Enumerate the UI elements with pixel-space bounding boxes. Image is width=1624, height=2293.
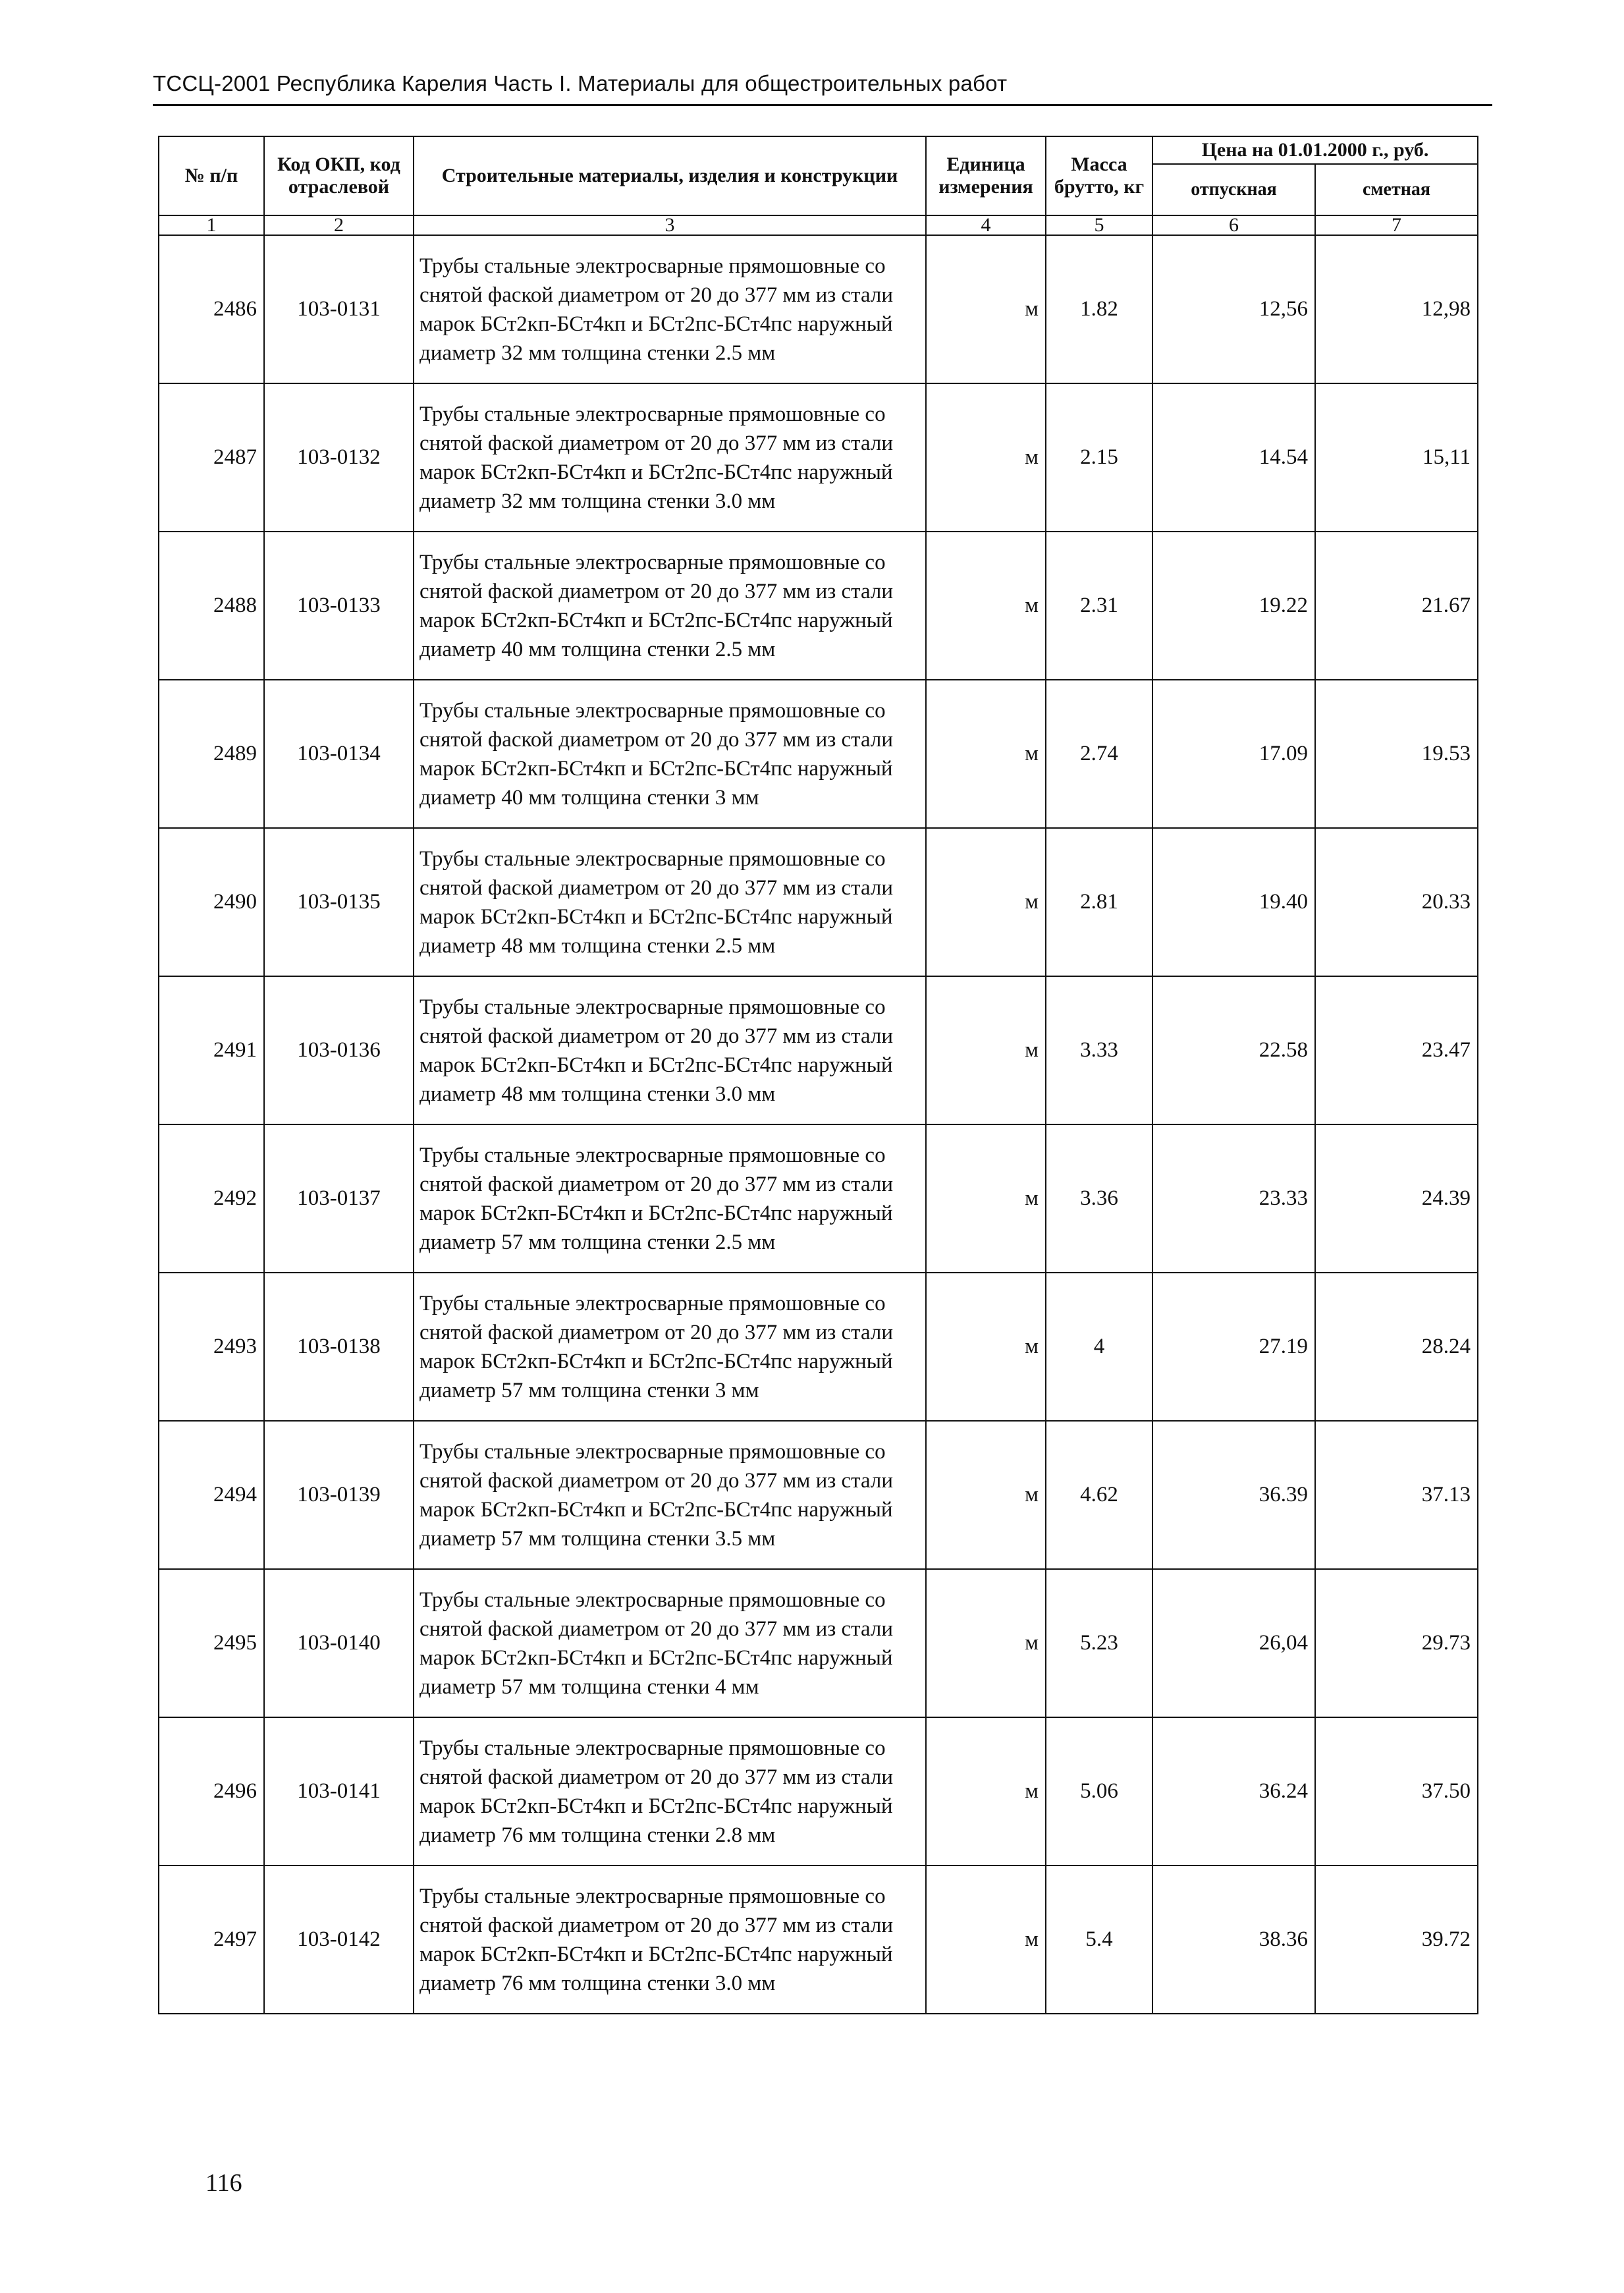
- price-release: 26,04: [1152, 1569, 1315, 1717]
- okp-code: 103-0141: [264, 1717, 414, 1865]
- row-number: 2496: [159, 1717, 264, 1865]
- material-description: Трубы стальные электросварные прямошовные со снятой фаской диаметром от 20 до 377 мм из стали марок БСт2кп-БСт4кп и БСт2пс-БСт4пс наружный диаметр 57 мм толщина стенки 2.5 мм: [414, 1124, 926, 1273]
- materials-price-table: [158, 136, 1478, 2014]
- price-estimate: 29.73: [1315, 1569, 1478, 1717]
- unit-of-measure: м: [926, 680, 1046, 828]
- table-row: [159, 1717, 1478, 1865]
- okp-code: 103-0136: [264, 976, 414, 1124]
- price-estimate: 24.39: [1315, 1124, 1478, 1273]
- row-number: 2495: [159, 1569, 264, 1717]
- okp-code: 103-0135: [264, 828, 414, 976]
- table-row: [159, 532, 1478, 680]
- column-number: 3: [414, 215, 926, 235]
- price-release: 36.24: [1152, 1717, 1315, 1865]
- column-number: 2: [264, 215, 414, 235]
- price-release: 12,56: [1152, 235, 1315, 383]
- material-description: Трубы стальные электросварные прямошовные со снятой фаской диаметром от 20 до 377 мм из стали марок БСт2кп-БСт4кп и БСт2пс-БСт4пс наружный диаметр 32 мм толщина стенки 3.0 мм: [414, 383, 926, 532]
- row-number: 2497: [159, 1865, 264, 2014]
- price-estimate: 21.67: [1315, 532, 1478, 680]
- row-number: 2489: [159, 680, 264, 828]
- unit-of-measure: м: [926, 976, 1046, 1124]
- material-description: Трубы стальные электросварные прямошовные со снятой фаской диаметром от 20 до 377 мм из стали марок БСт2кп-БСт4кп и БСт2пс-БСт4пс наружный диаметр 48 мм толщина стенки 2.5 мм: [414, 828, 926, 976]
- gross-mass: 2.74: [1046, 680, 1152, 828]
- unit-of-measure: м: [926, 1124, 1046, 1273]
- gross-mass: 2.15: [1046, 383, 1152, 532]
- price-estimate: 12,98: [1315, 235, 1478, 383]
- column-number: 7: [1315, 215, 1478, 235]
- unit-of-measure: м: [926, 1273, 1046, 1421]
- table-row: [159, 1124, 1478, 1273]
- column-number: 1: [159, 215, 264, 235]
- gross-mass: 3.33: [1046, 976, 1152, 1124]
- okp-code: 103-0134: [264, 680, 414, 828]
- header-price-release: отпускная: [1152, 164, 1315, 215]
- price-release: 19.22: [1152, 532, 1315, 680]
- column-number: 5: [1046, 215, 1152, 235]
- price-release: 14.54: [1152, 383, 1315, 532]
- price-release: 19.40: [1152, 828, 1315, 976]
- running-header: ТССЦ-2001 Республика Карелия Часть I. Материалы для общестроительных работ: [153, 71, 1008, 96]
- header-mass: Масса брутто, кг: [1046, 136, 1152, 215]
- material-description: Трубы стальные электросварные прямошовные со снятой фаской диаметром от 20 до 377 мм из стали марок БСт2кп-БСт4кп и БСт2пс-БСт4пс наружный диаметр 40 мм толщина стенки 2.5 мм: [414, 532, 926, 680]
- okp-code: 103-0139: [264, 1421, 414, 1569]
- okp-code: 103-0131: [264, 235, 414, 383]
- header-price-estimate: сметная: [1315, 164, 1478, 215]
- header-unit: Единица измерения: [926, 136, 1046, 215]
- table-row: [159, 383, 1478, 532]
- okp-code: 103-0138: [264, 1273, 414, 1421]
- price-release: 38.36: [1152, 1865, 1315, 2014]
- column-number-row: [159, 215, 1478, 235]
- table-row: [159, 976, 1478, 1124]
- material-description: Трубы стальные электросварные прямошовные со снятой фаской диаметром от 20 до 377 мм из стали марок БСт2кп-БСт4кп и БСт2пс-БСт4пс наружный диаметр 57 мм толщина стенки 3.5 мм: [414, 1421, 926, 1569]
- table-row: [159, 680, 1478, 828]
- row-number: 2488: [159, 532, 264, 680]
- header-num: № п/п: [159, 136, 264, 215]
- gross-mass: 2.81: [1046, 828, 1152, 976]
- material-description: Трубы стальные электросварные прямошовные со снятой фаской диаметром от 20 до 377 мм из стали марок БСт2кп-БСт4кп и БСт2пс-БСт4пс наружный диаметр 57 мм толщина стенки 3 мм: [414, 1273, 926, 1421]
- gross-mass: 1.82: [1046, 235, 1152, 383]
- price-estimate: 28.24: [1315, 1273, 1478, 1421]
- price-estimate: 39.72: [1315, 1865, 1478, 2014]
- price-estimate: 15,11: [1315, 383, 1478, 532]
- gross-mass: 5.4: [1046, 1865, 1152, 2014]
- header-rule: [153, 104, 1492, 106]
- row-number: 2490: [159, 828, 264, 976]
- table-row: [159, 828, 1478, 976]
- unit-of-measure: м: [926, 532, 1046, 680]
- unit-of-measure: м: [926, 1569, 1046, 1717]
- material-description: Трубы стальные электросварные прямошовные со снятой фаской диаметром от 20 до 377 мм из стали марок БСт2кп-БСт4кп и БСт2пс-БСт4пс наружный диаметр 32 мм толщина стенки 2.5 мм: [414, 235, 926, 383]
- price-estimate: 20.33: [1315, 828, 1478, 976]
- gross-mass: 4: [1046, 1273, 1152, 1421]
- gross-mass: 3.36: [1046, 1124, 1152, 1273]
- header-name: Строительные материалы, изделия и конструкции: [414, 136, 926, 215]
- price-estimate: 23.47: [1315, 976, 1478, 1124]
- page-number: 116: [205, 2169, 242, 2197]
- gross-mass: 2.31: [1046, 532, 1152, 680]
- row-number: 2492: [159, 1124, 264, 1273]
- okp-code: 103-0137: [264, 1124, 414, 1273]
- row-number: 2493: [159, 1273, 264, 1421]
- price-release: 17.09: [1152, 680, 1315, 828]
- okp-code: 103-0142: [264, 1865, 414, 2014]
- gross-mass: 4.62: [1046, 1421, 1152, 1569]
- table-row: [159, 1569, 1478, 1717]
- okp-code: 103-0133: [264, 532, 414, 680]
- table-row: [159, 1421, 1478, 1569]
- table-row: [159, 1865, 1478, 2014]
- okp-code: 103-0132: [264, 383, 414, 532]
- price-estimate: 37.50: [1315, 1717, 1478, 1865]
- row-number: 2486: [159, 235, 264, 383]
- okp-code: 103-0140: [264, 1569, 414, 1717]
- unit-of-measure: м: [926, 1421, 1046, 1569]
- price-estimate: 19.53: [1315, 680, 1478, 828]
- material-description: Трубы стальные электросварные прямошовные со снятой фаской диаметром от 20 до 377 мм из стали марок БСт2кп-БСт4кп и БСт2пс-БСт4пс наружный диаметр 40 мм толщина стенки 3 мм: [414, 680, 926, 828]
- column-number: 4: [926, 215, 1046, 235]
- table-row: [159, 235, 1478, 383]
- header-price-group: Цена на 01.01.2000 г., руб.: [1152, 136, 1478, 164]
- price-release: 22.58: [1152, 976, 1315, 1124]
- table-row: [159, 1273, 1478, 1421]
- price-estimate: 37.13: [1315, 1421, 1478, 1569]
- unit-of-measure: м: [926, 1865, 1046, 2014]
- price-release: 27.19: [1152, 1273, 1315, 1421]
- unit-of-measure: м: [926, 1717, 1046, 1865]
- material-description: Трубы стальные электросварные прямошовные со снятой фаской диаметром от 20 до 377 мм из стали марок БСт2кп-БСт4кп и БСт2пс-БСт4пс наружный диаметр 48 мм толщина стенки 3.0 мм: [414, 976, 926, 1124]
- row-number: 2494: [159, 1421, 264, 1569]
- price-release: 23.33: [1152, 1124, 1315, 1273]
- material-description: Трубы стальные электросварные прямошовные со снятой фаской диаметром от 20 до 377 мм из стали марок БСт2кп-БСт4кп и БСт2пс-БСт4пс наружный диаметр 57 мм толщина стенки 4 мм: [414, 1569, 926, 1717]
- column-number: 6: [1152, 215, 1315, 235]
- header-code: Код ОКП, код отраслевой: [264, 136, 414, 215]
- unit-of-measure: м: [926, 235, 1046, 383]
- gross-mass: 5.23: [1046, 1569, 1152, 1717]
- material-description: Трубы стальные электросварные прямошовные со снятой фаской диаметром от 20 до 377 мм из стали марок БСт2кп-БСт4кп и БСт2пс-БСт4пс наружный диаметр 76 мм толщина стенки 2.8 мм: [414, 1717, 926, 1865]
- gross-mass: 5.06: [1046, 1717, 1152, 1865]
- unit-of-measure: м: [926, 828, 1046, 976]
- material-description: Трубы стальные электросварные прямошовные со снятой фаской диаметром от 20 до 377 мм из стали марок БСт2кп-БСт4кп и БСт2пс-БСт4пс наружный диаметр 76 мм толщина стенки 3.0 мм: [414, 1865, 926, 2014]
- price-release: 36.39: [1152, 1421, 1315, 1569]
- row-number: 2487: [159, 383, 264, 532]
- row-number: 2491: [159, 976, 264, 1124]
- unit-of-measure: м: [926, 383, 1046, 532]
